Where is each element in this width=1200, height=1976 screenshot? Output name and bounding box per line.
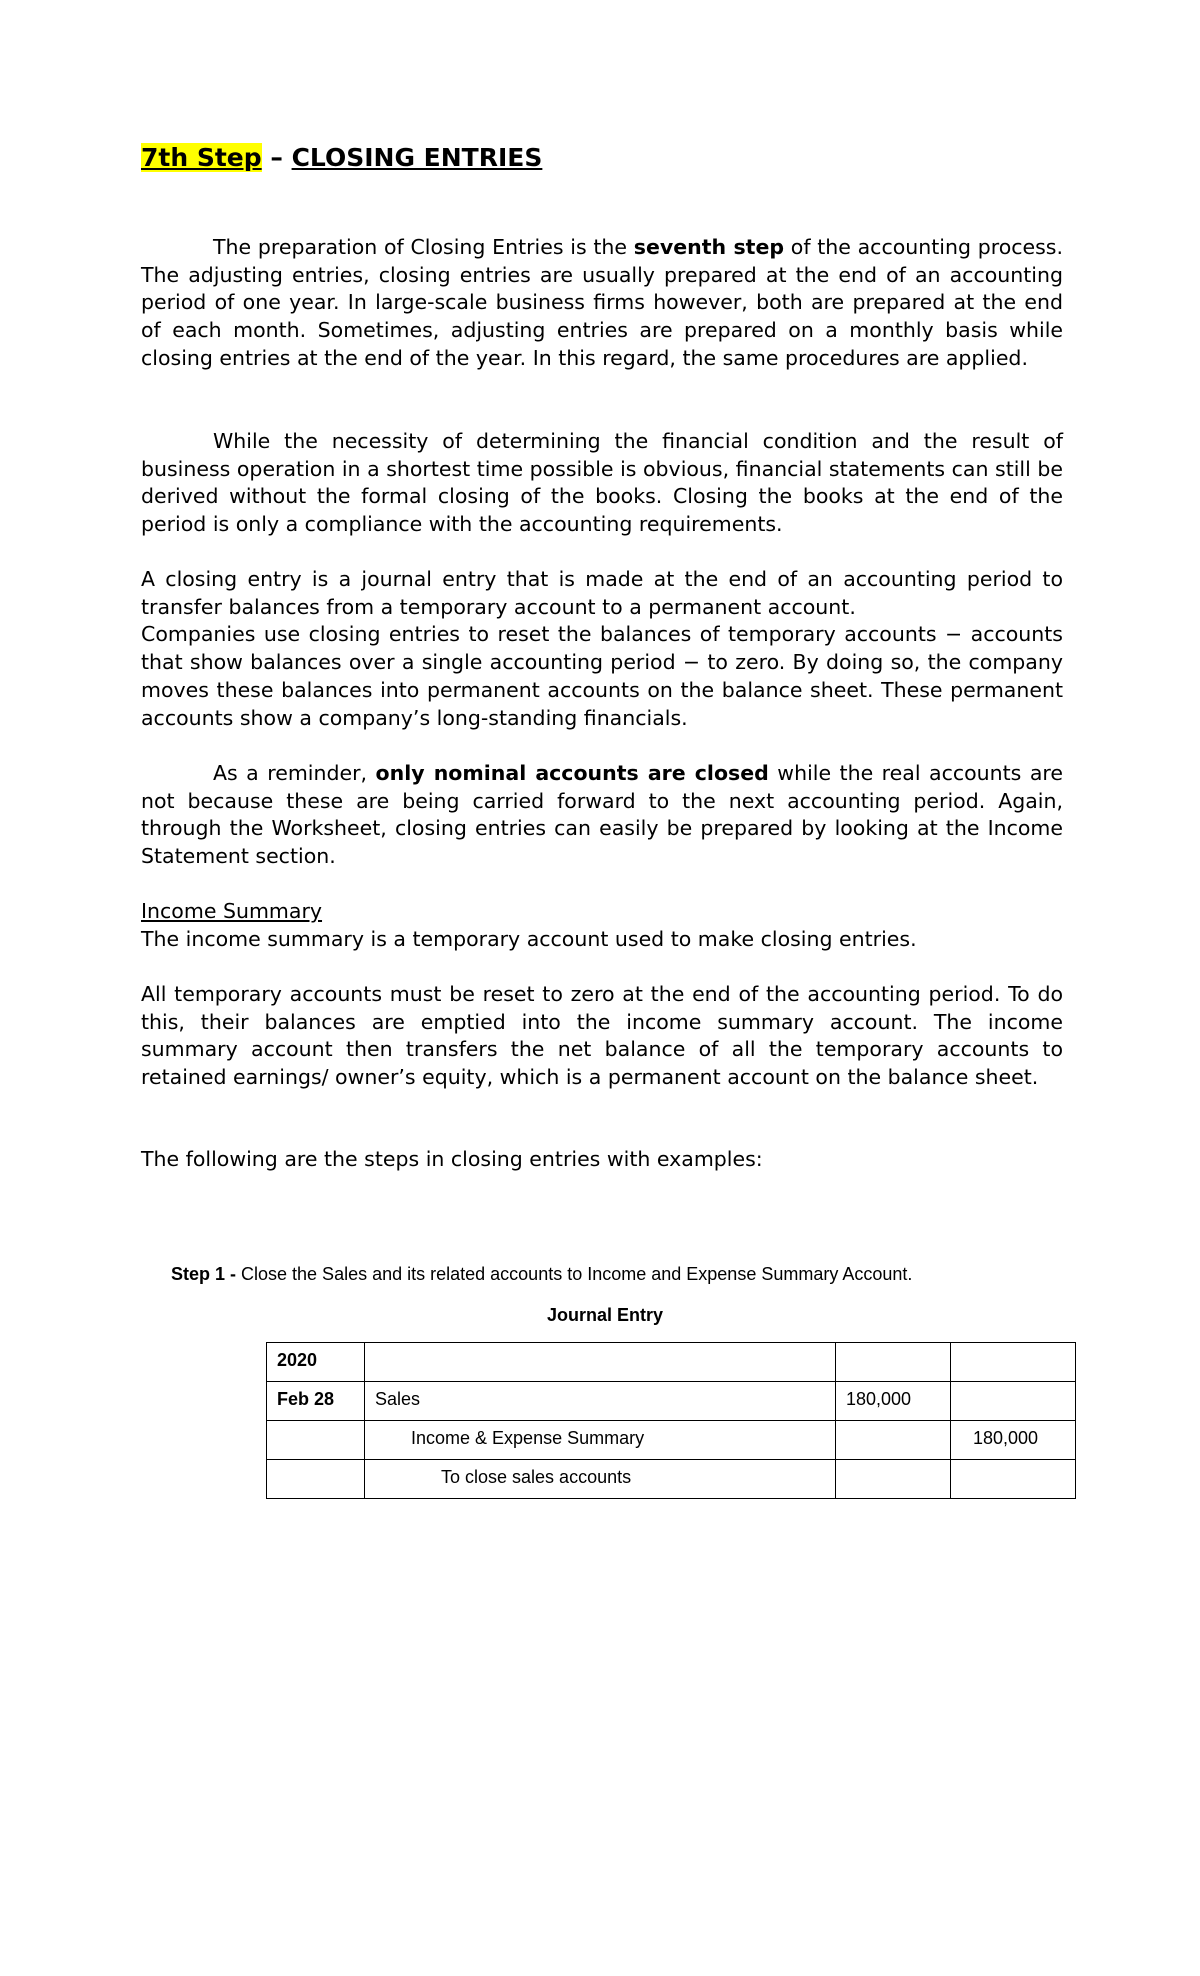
journal-date: Feb 28	[267, 1382, 365, 1421]
credit-account: Income & Expense Summary	[411, 1428, 645, 1448]
paragraph-reminder-text-2: while the real accounts are not because these are being carried forward to the next accounting period. Again, through the Worksheet, closing entries can easily be prepared by looking at the Income Statement section.	[141, 761, 1063, 869]
paragraph-intro	[141, 234, 1063, 373]
table-row	[267, 1421, 1076, 1460]
paragraph-temporary-accounts: All temporary accounts must be reset to zero at the end of the accounting period. To do this, their balances are emptied into the income summary account. The income summary account then transfers the net balance of all the temporary accounts to retained earnings/ owner’s equity, which is a permanent account on the balance sheet.	[141, 982, 1063, 1090]
paragraph-reminder	[141, 760, 1063, 871]
paragraph-necessity: While the necessity of determining the financial condition and the result of business operation in a shortest time possible is obvious, financial statements can still be derived without the formal closing of the books. Closing the books at the end of the period is only a compliance with the accounting requirements.	[141, 429, 1063, 537]
table-row	[267, 1382, 1076, 1421]
journal-entry-table	[266, 1342, 1076, 1499]
page-title	[141, 140, 542, 176]
paragraph-definition-line1: A closing entry is a journal entry that is made at the end of an accounting period to transfer balances from a temporary account to a permanent account.	[141, 567, 1063, 619]
paragraph-intro-bold: seventh step	[633, 235, 785, 259]
title-step: 7th Step	[141, 143, 262, 172]
paragraph-steps-intro: The following are the steps in closing entries with examples:	[141, 1147, 763, 1171]
paragraph-intro-text: The preparation of Closing Entries is the	[213, 235, 634, 259]
section-income-summary	[141, 898, 1063, 953]
income-summary-heading: Income Summary	[141, 899, 323, 923]
credit-amount: 180,000	[973, 1428, 1039, 1448]
journal-entry-title: Journal Entry	[546, 1305, 664, 1325]
journal-explanation: To close sales accounts	[441, 1467, 632, 1487]
paragraph-intro-text-2: of the accounting process. The adjusting entries, closing entries are usually prepared at the end of an accounting period of one year. In large-scale business firms however, both are prepared at the end of each month. Sometimes, adjusting entries are prepared on a monthly basis while closing entries at the end of the year. In this regard, the same procedures are applied.	[141, 235, 1064, 370]
table-row	[267, 1460, 1076, 1499]
debit-account: Sales	[365, 1382, 836, 1421]
paragraph-definition	[141, 566, 1063, 732]
paragraph-definition-line2: Companies use closing entries to reset the balances of temporary accounts − accounts that show balances over a single accounting period − to zero. By doing so, the company moves these balances into permanent accounts on the balance sheet. These permanent accounts show a company’s long-standing financials.	[141, 622, 1063, 730]
table-row	[267, 1343, 1076, 1382]
title-topic: CLOSING ENTRIES	[291, 143, 543, 172]
step-1-instruction	[171, 1262, 912, 1286]
title-dash: –	[261, 143, 292, 172]
step-1-label: Step 1 -	[171, 1264, 242, 1284]
paragraph-reminder-text: As a reminder,	[213, 761, 376, 785]
debit-amount: 180,000	[836, 1382, 951, 1421]
journal-year: 2020	[267, 1343, 365, 1382]
income-summary-text: The income summary is a temporary account used to make closing entries.	[141, 926, 917, 951]
step-1-text: Close the Sales and its related accounts to Income and Expense Summary Account.	[241, 1264, 913, 1284]
paragraph-reminder-bold: only nominal accounts are closed	[375, 761, 769, 785]
